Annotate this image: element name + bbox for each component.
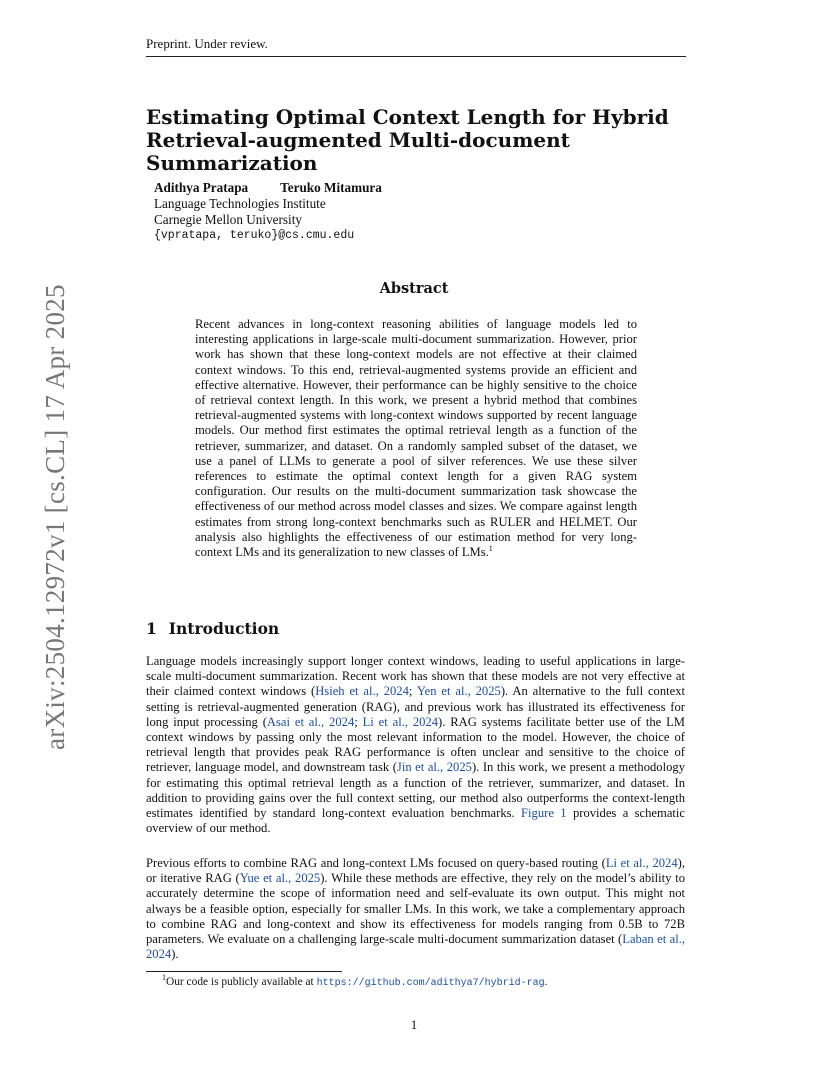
author-affiliation: Language Technologies Institute: [154, 196, 326, 211]
section-heading-introduction: [146, 619, 279, 638]
footnote-mark[interactable]: 1: [488, 543, 493, 553]
abstract-body: [195, 317, 637, 560]
header-rule: [146, 56, 686, 57]
paragraph-text: Previous efforts to combine RAG and long-context LMs focused on query-based routing (: [146, 856, 606, 870]
footnote-text: Our code is publicly available at: [166, 976, 317, 988]
citation-link[interactable]: Jin et al., 2025: [396, 760, 472, 775]
author-names: [154, 180, 382, 196]
citation-link[interactable]: Asai et al., 2024: [266, 714, 355, 729]
paragraph-text: ).: [171, 947, 179, 962]
paragraph-text: ). While these methods are effective, they rely on the model’s ability to accurately determine the scope of information need and self-evaluate its own output. This might not always be a feasible option, especially for smaller LMs. In this work, we take a complementary approach to combine RAG and long-context and show its effectiveness for models ranging from 0.5B to 72B parameters. We evaluate on a challenging large-scale multi-document summarization dataset (: [146, 871, 685, 947]
paper-title: Estimating Optimal Context Length for Hybrid Retrieval-augmented Multi-document Summarization: [146, 105, 669, 175]
paragraph-text: provides a schematic overview of our method.: [146, 806, 685, 836]
abstract-text: Recent advances in long-context reasoning abilities of language models led to interesting applications in large-scale multi-document summarization. However, prior work has shown that these long-context models are not effective at their claimed context windows. To this end, retrieval-augmented systems provide an efficient and effective alternative. However, their performance can be highly sensitive to the choice of retrieval context length. In this work, we present a hybrid method that combines retrieval-augmented systems with long-context windows supported by recent language models. Our method first estimates the optimal retrieval length as a function of the retriever, summarizer, and dataset. On a randomly sampled subset of the dataset, we use a panel of LLMs to generate a pool of silver references. We use these silver references to estimate the optimal context length for a given RAG system configuration. Our results on the multi-document summarization task showcase the effectiveness of our method across model classes and sizes. We compare against length estimates from strong long-context benchmarks such as RULER and HELMET. Our analysis also highlights the effectiveness of our estimation method for very long-context LMs and its generalization to new classes of LMs.: [195, 317, 637, 560]
footnote-rule: [146, 971, 342, 972]
citation-link[interactable]: Yue et al., 2025: [239, 871, 321, 886]
citation-link[interactable]: Yen et al., 2025: [416, 684, 501, 699]
citation-link[interactable]: Li et al., 2024: [362, 714, 439, 729]
paragraph-text: ). In this work, we present a methodology for estimating this optimal retrieval length as a function of the retriever, summarizer, and dataset. In addition to providing gains over the full context setting, our method also outperforms the context-length estimates identified by standard long-context evaluation benchmarks.: [146, 760, 685, 821]
paragraph-text: Language models increasingly support longer context windows, leading to useful applications in large-scale multi-document summarization. Recent work has shown that these models are not very effective at their claimed context windows (: [146, 654, 685, 699]
page-number: 1: [410, 1017, 418, 1032]
running-header: Preprint. Under review.: [146, 36, 268, 51]
footnote-end: .: [544, 976, 548, 988]
arxiv-side-stamp: arXiv:2504.12972v1 [cs.CL] 17 Apr 2025: [40, 284, 70, 750]
author-name: Teruko Mitamura: [280, 180, 382, 195]
author-university: Carnegie Mellon University: [154, 212, 302, 227]
paragraph-text: ;: [408, 684, 417, 699]
abstract-heading: Abstract: [379, 280, 449, 297]
author-name: Adithya Pratapa: [154, 180, 249, 195]
author-email[interactable]: {vpratapa, teruko}@cs.cmu.edu: [154, 229, 355, 242]
paragraph-text: ;: [354, 714, 363, 729]
author-block: [154, 180, 382, 244]
figure-link[interactable]: Figure 1: [521, 806, 567, 821]
section-title: Introduction: [168, 619, 280, 638]
paragraph-text: ). RAG systems facilitate better use of the LM context windows by passing only the most relevant information to the model. However, the choice of retrieval length that provides peak RAG performance is often unclear and sensitive to the choice of retriever, language model, and downstream task (: [146, 714, 685, 775]
footnote: [162, 973, 548, 989]
paragraph-text: ), or iterative RAG (: [146, 856, 685, 886]
intro-paragraph-2: [146, 856, 685, 962]
intro-paragraph-1: [146, 654, 685, 836]
paragraph-text: ). An alternative to the full context setting is retrieval-augmented generation (RAG), and previous work has illustrated its effectiveness for long input processing (: [146, 684, 686, 729]
section-number: 1: [146, 619, 157, 638]
citation-link[interactable]: Laban et al., 2024: [146, 932, 685, 962]
footnote-number: 1: [162, 973, 166, 983]
code-url-link[interactable]: https://github.com/adithya7/hybrid-rag: [316, 978, 545, 989]
citation-link[interactable]: Li et al., 2024: [605, 856, 678, 870]
citation-link[interactable]: Hsieh et al., 2024: [315, 684, 409, 699]
